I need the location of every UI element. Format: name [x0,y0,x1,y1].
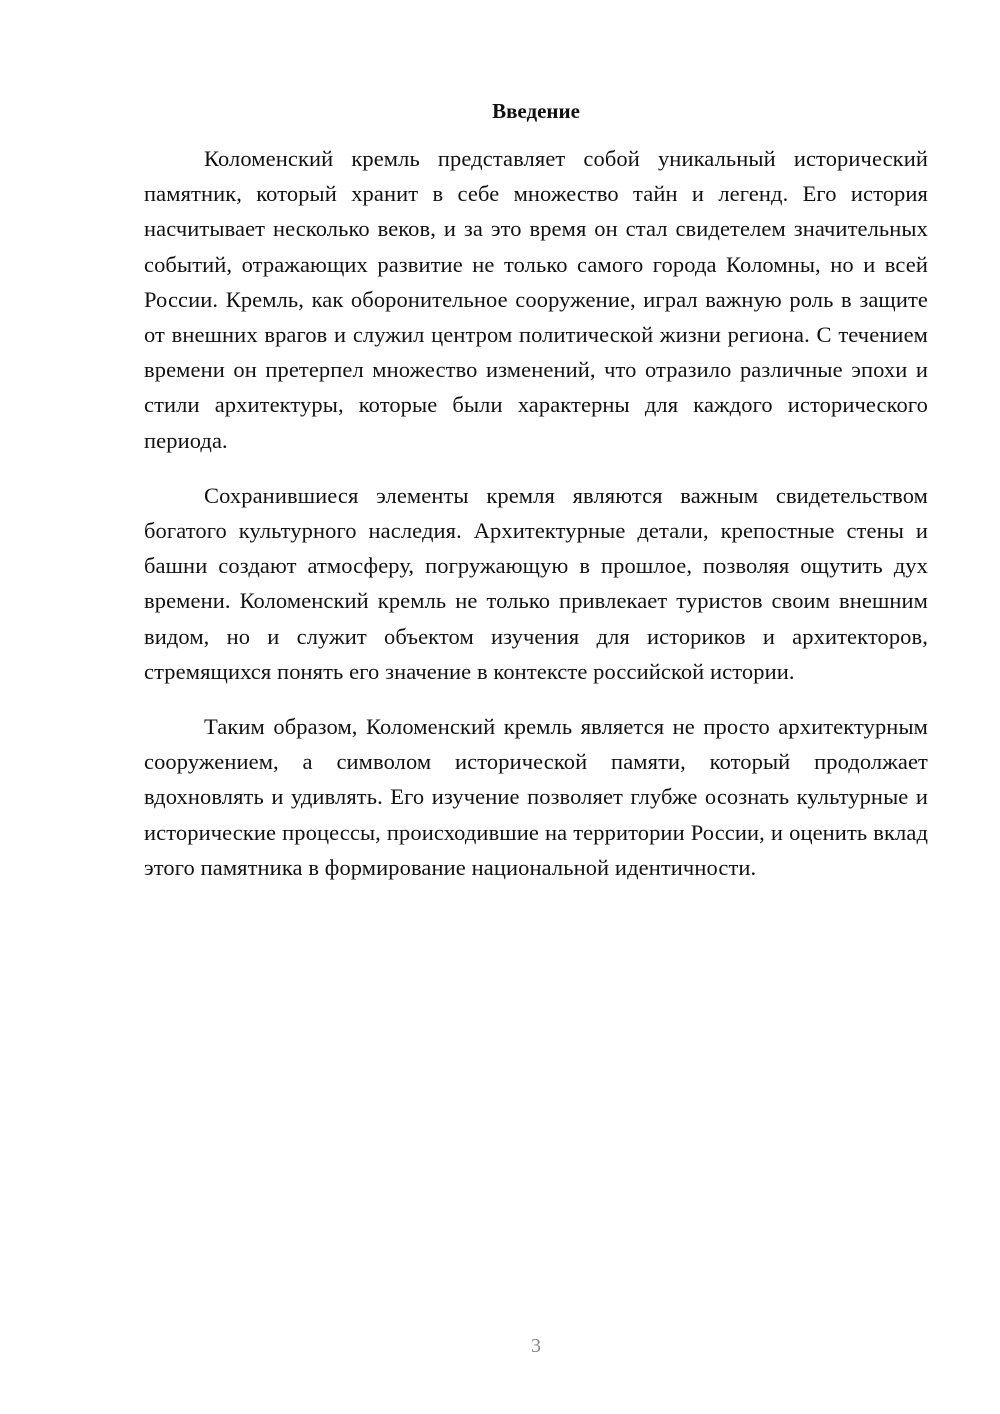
body-text [144,141,928,905]
paragraph-1: Коломенский кремль представляет собой уникальный исторический памятник, который хранит в себе множество тайн и легенд. Его история насчитывает несколько веков, и за это время он стал свидетелем значительных событий, отражающих развитие не только самого города Коломны, но и всей России. Кремль, как оборонительное сооружение, играл важную роль в защите от внешних врагов и служил центром политической жизни региона. С течением времени он претерпел множество изменений, что отразило различные эпохи и стили архитектуры, которые были характерны для каждого исторического периода. [144,146,928,453]
paragraph-3: Таким образом, Коломенский кремль является не просто архитектурным сооружением, а символом исторической памяти, который продолжает вдохновлять и удивлять. Его изучение позволяет глубже осознать культурные и исторические процессы, происходившие на территории России, и оценить вклад этого памятника в формирование национальной идентичности. [144,714,928,880]
paragraph-2: Сохранившиеся элементы кремля являются важным свидетельством богатого культурного наследия. Архитектурные детали, крепостные стены и башни создают атмосферу, погружающую в прошлое, позволяя ощутить дух времени. Коломенский кремль не только привлекает туристов своим внешним видом, но и служит объектом изучения для историков и архитекторов, стремящихся понять его значение в контексте российской истории. [144,482,928,684]
page-number: 3 [531,1335,541,1357]
section-title: Введение [492,99,580,123]
